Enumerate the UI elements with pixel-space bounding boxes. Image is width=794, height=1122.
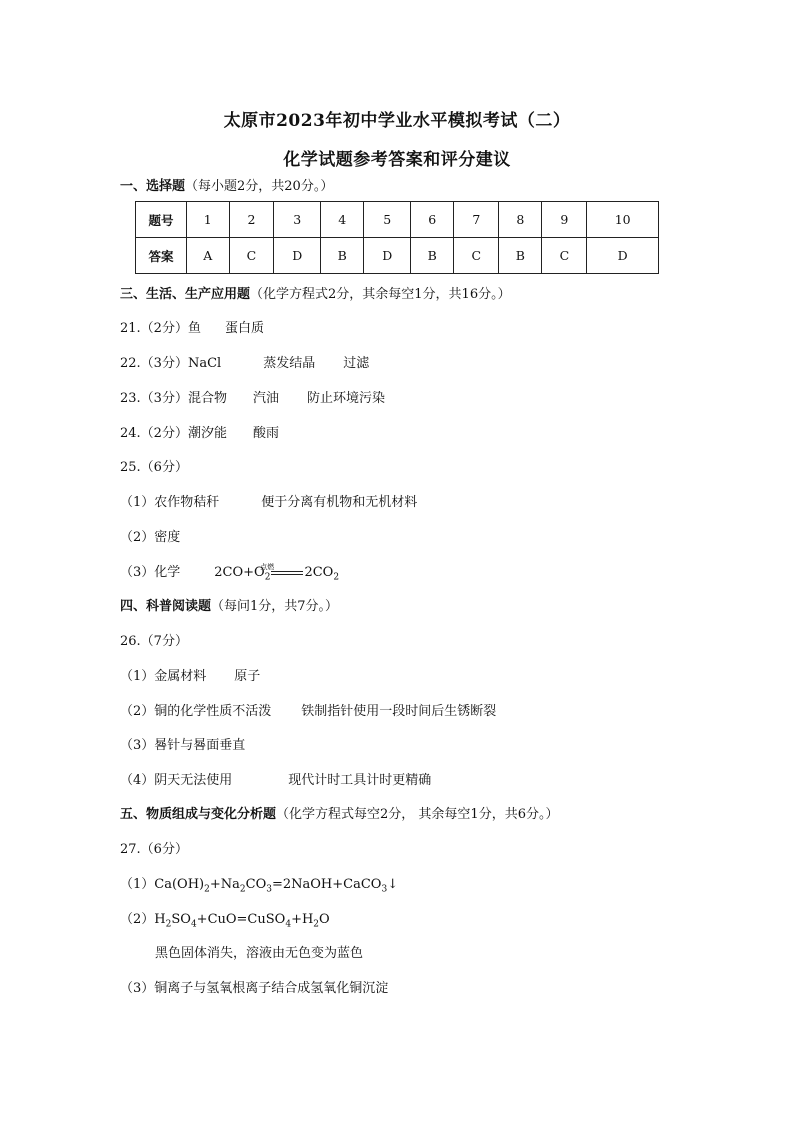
answer-22-part-1: 22.（3分）NaCl: [120, 356, 222, 371]
table-cell: 2: [229, 202, 274, 238]
answer-25-1: [120, 494, 417, 512]
answer-23-part-2: 汽油: [252, 391, 279, 406]
table-cell: D: [274, 238, 321, 274]
section-5-note: （化学方程式每空2分， 其余每空1分，共6分。）: [276, 807, 559, 822]
answer-27-2: [120, 911, 330, 934]
section-5-label: 五、物质组成与变化分析题: [120, 807, 277, 822]
table-cell: B: [321, 238, 364, 274]
table-header-question: 题号: [136, 202, 187, 238]
answer-26-1-part-1: （1）金属材料: [120, 669, 207, 684]
answer-27-2-prefix: （2）: [120, 912, 155, 927]
section-4-note: （每问1分，共7分。）: [211, 599, 339, 614]
equation-27-2: $H_2SO_4+CuO=CuSO_4+H_2O$: [154, 912, 330, 930]
table-cell: 8: [499, 202, 542, 238]
answer-26-4: [120, 772, 431, 790]
equation-left: 2CO+O: [214, 565, 265, 580]
section-4-heading: [120, 598, 338, 616]
table-cell: C: [454, 238, 499, 274]
answer-22-part-3: 过滤: [343, 356, 370, 371]
table-cell: 7: [454, 202, 499, 238]
answer-21-part-2: 蛋白质: [224, 321, 264, 336]
answer-27-2-observation: 黑色固体消失，溶液由无色变为蓝色: [155, 946, 364, 961]
answer-23: [120, 390, 385, 408]
answer-25-3: [120, 564, 339, 587]
document-subtitle: 化学试题参考答案和评分建议: [283, 150, 511, 170]
answer-26-4-part-1: （4）阴天无法使用: [120, 773, 233, 788]
answer-26-4-part-2: 现代计时工具计时更精确: [288, 773, 432, 788]
answer-24: [120, 425, 279, 443]
table-header-answer: 答案: [136, 238, 187, 274]
answer-25-1-part-1: （1）农作物秸秆: [120, 495, 220, 510]
equation-sign: [271, 571, 303, 575]
answer-25-1-part-2: 便于分离有机物和无机材料: [261, 495, 418, 510]
equation-left-subscript: 2: [264, 572, 271, 583]
answer-26-3: （3）晷针与晷面垂直: [120, 738, 246, 753]
section-4-label: 四、科普阅读题: [120, 599, 212, 614]
answer-25-heading: 25.（6分）: [120, 460, 188, 475]
answer-21: [120, 320, 264, 338]
section-1-heading: [120, 178, 333, 196]
table-cell: 10: [587, 202, 659, 238]
answer-24-part-1: 24.（2分）潮汐能: [120, 426, 227, 441]
section-1-label: 一、选择题: [120, 179, 186, 194]
section-3-heading: [120, 286, 511, 304]
equation-27-1: $Ca(OH)_2+Na_2CO_3=2NaOH+CaCO_3↓$: [154, 877, 399, 895]
answer-27-3: （3）铜离子与氢氧根离子结合成氢氧化铜沉淀: [120, 981, 389, 996]
table-cell: B: [499, 238, 542, 274]
answer-27-heading: 27.（6分）: [120, 842, 188, 857]
table-cell: C: [542, 238, 587, 274]
table-cell: D: [587, 238, 659, 274]
answer-table: [135, 201, 659, 274]
answer-26-1-part-2: 原子: [234, 669, 261, 684]
answer-26-1: [120, 668, 260, 686]
table-row-answers: [136, 238, 659, 274]
equation-condition: 点燃: [260, 563, 275, 571]
table-cell: 6: [411, 202, 454, 238]
answer-23-part-3: 防止环境污染: [306, 391, 385, 406]
table-cell: 3: [274, 202, 321, 238]
section-3-label: 三、生活、生产应用题: [120, 287, 251, 302]
table-row-numbers: [136, 202, 659, 238]
table-cell: 9: [542, 202, 587, 238]
table-cell: D: [364, 238, 411, 274]
table-cell: C: [229, 238, 274, 274]
answer-26-heading: 26.（7分）: [120, 634, 188, 649]
answer-25-3-part-1: （3）化学: [120, 565, 181, 580]
equation-co-combustion: [214, 564, 339, 587]
section-3-note: （化学方程式2分，其余每空1分，共16分。）: [250, 287, 511, 302]
equation-right-subscript: 2: [333, 572, 340, 583]
answer-27-1: [120, 876, 398, 899]
answer-22: [120, 355, 369, 373]
document-title: 太原市2023年初中学业水平模拟考试（二）: [223, 111, 571, 131]
answer-24-part-2: 酸雨: [252, 426, 279, 441]
table-cell: 1: [187, 202, 230, 238]
table-cell: 4: [321, 202, 364, 238]
equation-right: 2CO: [304, 565, 334, 580]
answer-26-2-part-2: 铁制指针使用一段时间后生锈断裂: [301, 704, 497, 719]
answer-26-2: [120, 703, 496, 721]
table-cell: B: [411, 238, 454, 274]
section-1-note: （每小题2分，共20分。）: [185, 179, 334, 194]
answer-21-part-1: 21.（2分）鱼: [120, 321, 201, 336]
answer-27-1-prefix: （1）: [120, 877, 155, 892]
answer-22-part-2: 蒸发结晶: [263, 356, 316, 371]
section-5-heading: [120, 806, 558, 824]
answer-25-2: （2）密度: [120, 530, 181, 545]
answer-23-part-1: 23.（3分）混合物: [120, 391, 227, 406]
answer-26-2-part-1: （2）铜的化学性质不活泼: [120, 704, 272, 719]
table-cell: 5: [364, 202, 411, 238]
table-cell: A: [187, 238, 230, 274]
